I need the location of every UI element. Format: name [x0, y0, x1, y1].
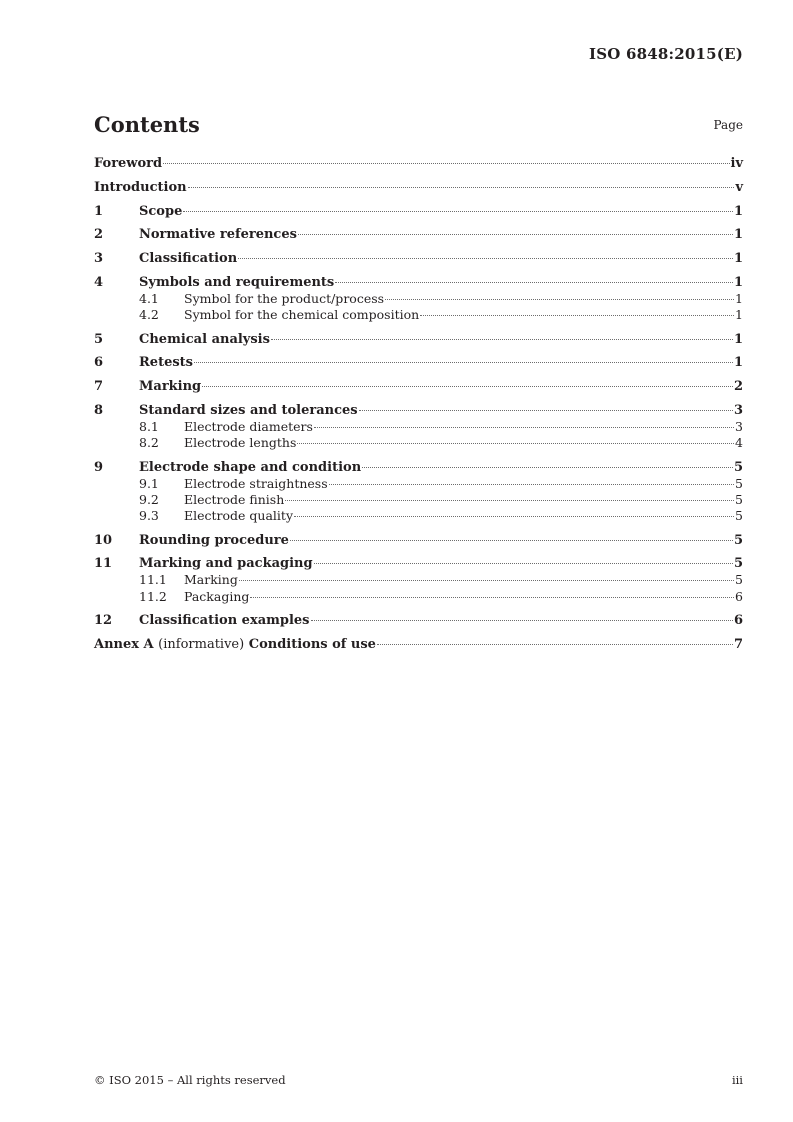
toc-entry-number: 5 — [94, 331, 104, 347]
toc-subentry-title: Symbol for the chemical composition — [184, 307, 420, 323]
toc-entry[interactable] — [94, 613, 743, 629]
dot-leader — [385, 299, 734, 300]
toc-entry-title: Retests — [139, 355, 193, 371]
toc-subentry-title: Electrode quality — [184, 508, 294, 524]
toc-entry-page: 1 — [733, 227, 743, 243]
toc-subentry[interactable] — [94, 419, 743, 435]
toc-entry-page: 6 — [733, 613, 743, 629]
toc-entry-title: Foreword — [94, 156, 163, 171]
toc-entry[interactable] — [94, 251, 743, 267]
toc-entry-title: Scope — [139, 203, 183, 219]
annex-qualifier: (informative) — [158, 636, 245, 652]
toc-entry[interactable] — [94, 204, 743, 220]
toc-entry-page: 1 — [733, 274, 743, 290]
toc-entry-page: 5 — [733, 532, 743, 548]
toc-subentry[interactable] — [94, 492, 743, 508]
toc-subentry-title: Packaging — [184, 588, 250, 604]
toc-entry-title: Classification examples — [139, 613, 310, 629]
toc-subentry-page: 5 — [735, 492, 743, 507]
toc-entry-page: iv — [730, 156, 743, 171]
dot-leader — [163, 163, 729, 164]
toc-subentry[interactable] — [94, 508, 743, 524]
toc-annex-entry[interactable] — [94, 637, 743, 653]
dot-leader — [183, 211, 733, 212]
toc-entry[interactable] — [94, 156, 743, 172]
toc-subentry-number: 11.1 — [139, 572, 167, 588]
dot-leader — [314, 427, 734, 428]
toc-annex-title-group — [94, 637, 376, 653]
toc-subentry-number: 9.3 — [139, 508, 159, 524]
toc-annex-page: 7 — [733, 636, 743, 652]
toc-subentry-number: 8.1 — [139, 418, 159, 434]
toc-subentry-page: 6 — [735, 588, 743, 604]
copyright-notice: © ISO 2015 – All rights reserved — [94, 1073, 286, 1087]
dot-leader — [314, 563, 733, 564]
toc-subentry-title: Electrode lengths — [184, 435, 297, 451]
toc-subentry[interactable] — [94, 572, 743, 588]
toc-entry[interactable] — [94, 379, 743, 395]
toc-entry-title: Marking and packaging — [139, 556, 313, 572]
toc-entry-title: Introduction — [94, 179, 187, 195]
toc-entry-title: Rounding procedure — [139, 532, 289, 548]
toc-subentry[interactable] — [94, 307, 743, 323]
toc-subentry-page: 5 — [735, 508, 743, 524]
toc-subentry-page: 5 — [735, 572, 743, 588]
toc-entry-title: Normative references — [139, 227, 297, 243]
dot-leader — [239, 580, 734, 581]
toc-subentry[interactable] — [94, 291, 743, 307]
dot-leader — [238, 258, 733, 259]
dot-leader — [335, 282, 733, 283]
annex-title: Conditions of use — [248, 636, 376, 652]
toc-entry-title: Symbols and requirements — [139, 274, 335, 290]
toc-subentry-number: 11.2 — [139, 588, 167, 604]
toc-entry-number: 11 — [94, 556, 113, 572]
toc-subentry-title: Electrode straightness — [184, 475, 328, 491]
toc-entry[interactable] — [94, 355, 743, 371]
toc-subentry-title: Electrode diameters — [184, 418, 313, 434]
dot-leader — [359, 410, 733, 411]
toc-entry-number: 9 — [94, 459, 104, 475]
toc-entry[interactable] — [94, 403, 743, 419]
toc-entry-page: 2 — [733, 379, 743, 395]
toc-subentry-title: Symbol for the product/process — [184, 290, 385, 306]
toc-entry[interactable] — [94, 533, 743, 549]
toc-entry-number: 1 — [94, 203, 104, 219]
toc-entry[interactable] — [94, 275, 743, 291]
dot-leader — [271, 339, 733, 340]
dot-leader — [298, 234, 733, 235]
page-title: Contents — [94, 112, 200, 137]
toc-subentry[interactable] — [94, 476, 743, 492]
page-column-label: Page — [713, 118, 743, 132]
toc-entry-number: 3 — [94, 251, 104, 267]
toc-entry-page: 1 — [733, 355, 743, 371]
toc-subentry-number: 4.2 — [139, 307, 159, 323]
toc-subentry[interactable] — [94, 589, 743, 605]
dot-leader — [285, 500, 734, 501]
toc-entry-page: 1 — [733, 251, 743, 267]
toc-entry-page: 5 — [733, 459, 743, 475]
toc-entry-page: 1 — [733, 331, 743, 347]
table-of-contents — [94, 156, 743, 653]
toc-entry-title: Marking — [139, 379, 202, 395]
toc-subentry-title: Marking — [184, 572, 238, 588]
dot-leader — [188, 187, 735, 188]
toc-entry-title: Chemical analysis — [139, 331, 270, 347]
toc-entry[interactable] — [94, 227, 743, 243]
toc-subentry-title: Electrode finish — [184, 492, 285, 507]
dot-leader — [420, 315, 734, 316]
toc-entry-number: 2 — [94, 227, 104, 243]
toc-subentry[interactable] — [94, 435, 743, 451]
dot-leader — [311, 620, 733, 621]
toc-entry-number: 10 — [94, 532, 113, 548]
dot-leader — [250, 597, 734, 598]
toc-entry-number: 8 — [94, 402, 104, 418]
toc-subentry-page: 4 — [735, 435, 743, 451]
toc-subentry-number: 9.2 — [139, 492, 159, 507]
toc-subentry-number: 4.1 — [139, 290, 159, 306]
toc-subentry-number: 9.1 — [139, 475, 159, 491]
toc-entry[interactable] — [94, 180, 743, 196]
toc-entry-title: Electrode shape and condition — [139, 459, 362, 475]
toc-entry-number: 4 — [94, 274, 104, 290]
toc-entry-number: 6 — [94, 355, 104, 371]
toc-entry-title: Standard sizes and tolerances — [139, 402, 358, 418]
dot-leader — [329, 484, 734, 485]
dot-leader — [194, 362, 733, 363]
dot-leader — [202, 386, 733, 387]
toc-subentry-page: 5 — [735, 475, 743, 491]
dot-leader — [290, 540, 733, 541]
toc-entry-title: Classification — [139, 251, 238, 267]
dot-leader — [377, 644, 733, 645]
document-id: ISO 6848:2015(E) — [589, 45, 743, 63]
toc-entry-page: 1 — [733, 203, 743, 219]
toc-entry[interactable] — [94, 332, 743, 348]
toc-entry-page: v — [735, 179, 743, 195]
toc-entry[interactable] — [94, 460, 743, 476]
toc-entry[interactable] — [94, 556, 743, 572]
toc-entry-number: 12 — [94, 613, 113, 629]
toc-subentry-page: 1 — [735, 307, 743, 323]
page-number: iii — [731, 1073, 743, 1087]
annex-prefix: Annex A — [94, 636, 154, 652]
toc-subentry-page: 3 — [735, 418, 743, 434]
toc-entry-number: 7 — [94, 379, 104, 395]
toc-entry-page: 3 — [733, 402, 743, 418]
dot-leader — [362, 467, 733, 468]
dot-leader — [294, 516, 734, 517]
toc-entry-page: 5 — [733, 556, 743, 572]
toc-subentry-page: 1 — [735, 290, 743, 306]
dot-leader — [297, 443, 734, 444]
toc-subentry-number: 8.2 — [139, 435, 159, 451]
